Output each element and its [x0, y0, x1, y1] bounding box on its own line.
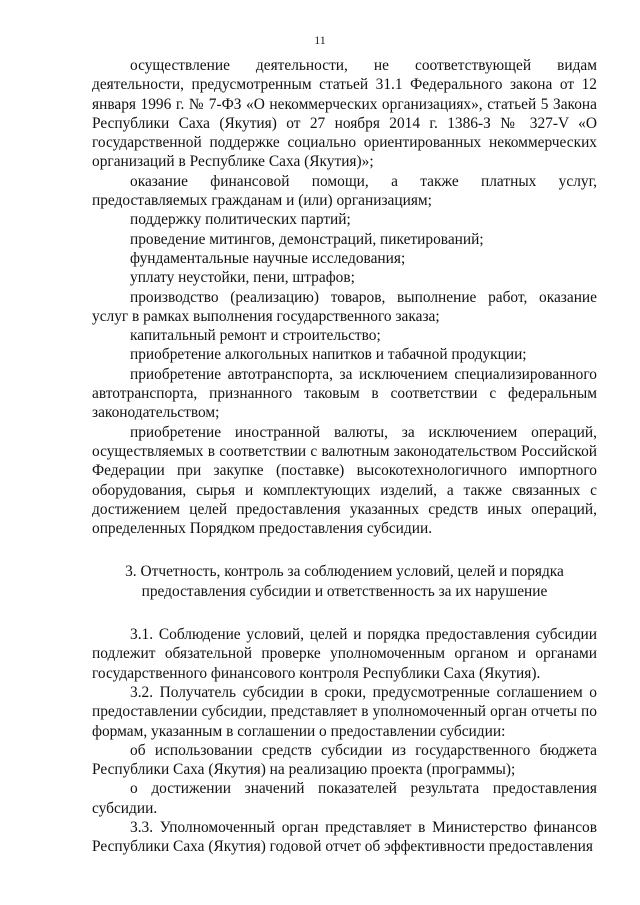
- paragraph: 3.3. Уполномоченный орган представляет в Министерство финансов Республики Саха (Якутия) годовой отчет об эффективности предоставления: [92, 818, 597, 856]
- spacer: [92, 538, 597, 562]
- paragraph: приобретение иностранной валюты, за исключением операций, осуществляемых в соответствии с валютным законодательством Российской Федерации при закупке (поставке) высокотехнологичного импортного оборудования, сырья и комплектующих изделий, а также связанных с достижением целей предоставления указанных средств иных операций, определенных Порядком предоставления субсидии.: [92, 423, 597, 538]
- body-text: [92, 56, 597, 857]
- paragraph: об использовании средств субсидии из государственного бюджета Республики Саха (Якутия) на реализацию проекта (программы);: [92, 741, 597, 779]
- paragraph: о достижении значений показателей результата предоставления субсидии.: [92, 780, 597, 817]
- paragraph: 3.2. Получатель субсидии в сроки, предусмотренные соглашением о предоставлении субсидии, представляет в уполномоченный орган отчеты по формам, указанным в соглашении о предоставлении субсидии:: [92, 683, 597, 740]
- section-heading: 3. Отчетность, контроль за соблюдением условий, целей и порядка предоставления субсидии и ответственность за их нарушение: [125, 563, 564, 600]
- paragraph: проведение митингов, демонстраций, пикетирований;: [130, 230, 484, 248]
- paragraph: приобретение автотранспорта, за исключением специализированного автотранспорта, признанного таковым в соответствии с федеральным законодательством;: [92, 365, 597, 422]
- spacer: [92, 601, 597, 625]
- paragraph: оказание финансовой помощи, а также платных услуг, предоставляемых гражданам и (или) организациям;: [92, 172, 597, 210]
- paragraph: производство (реализацию) товаров, выполнение работ, оказание услуг в рамках выполнения государственного заказа;: [92, 288, 597, 325]
- paragraph: уплату неустойки, пени, штрафов;: [130, 269, 355, 287]
- paragraph: 3.1. Соблюдение условий, целей и порядка предоставления субсидии подлежит обязательной проверке уполномоченным органом и органами государственного финансового контроля Республики Саха (Якутия).: [92, 626, 597, 682]
- page-number: 11: [314, 33, 326, 47]
- paragraph: приобретение алкогольных напитков и табачной продукции;: [130, 346, 527, 364]
- paragraph: осуществление деятельности, не соответствующей видам деятельности, предусмотренным статьей 31.1 Федерального закона от 12 января 1996 г. № 7-ФЗ «О некоммерческих организациях», статьей 5 Закона Республики Саха (Якутия) от 27 ноября 2014 г. 1386-З № 327-V «О государственной поддержке социально ориентированных некоммерческих организаций в Республике Саха (Якутия)»;: [92, 57, 597, 171]
- paragraph: поддержку политических партий;: [130, 211, 351, 229]
- paragraph: фундаментальные научные исследования;: [130, 249, 406, 267]
- paragraph: капитальный ремонт и строительство;: [130, 327, 381, 345]
